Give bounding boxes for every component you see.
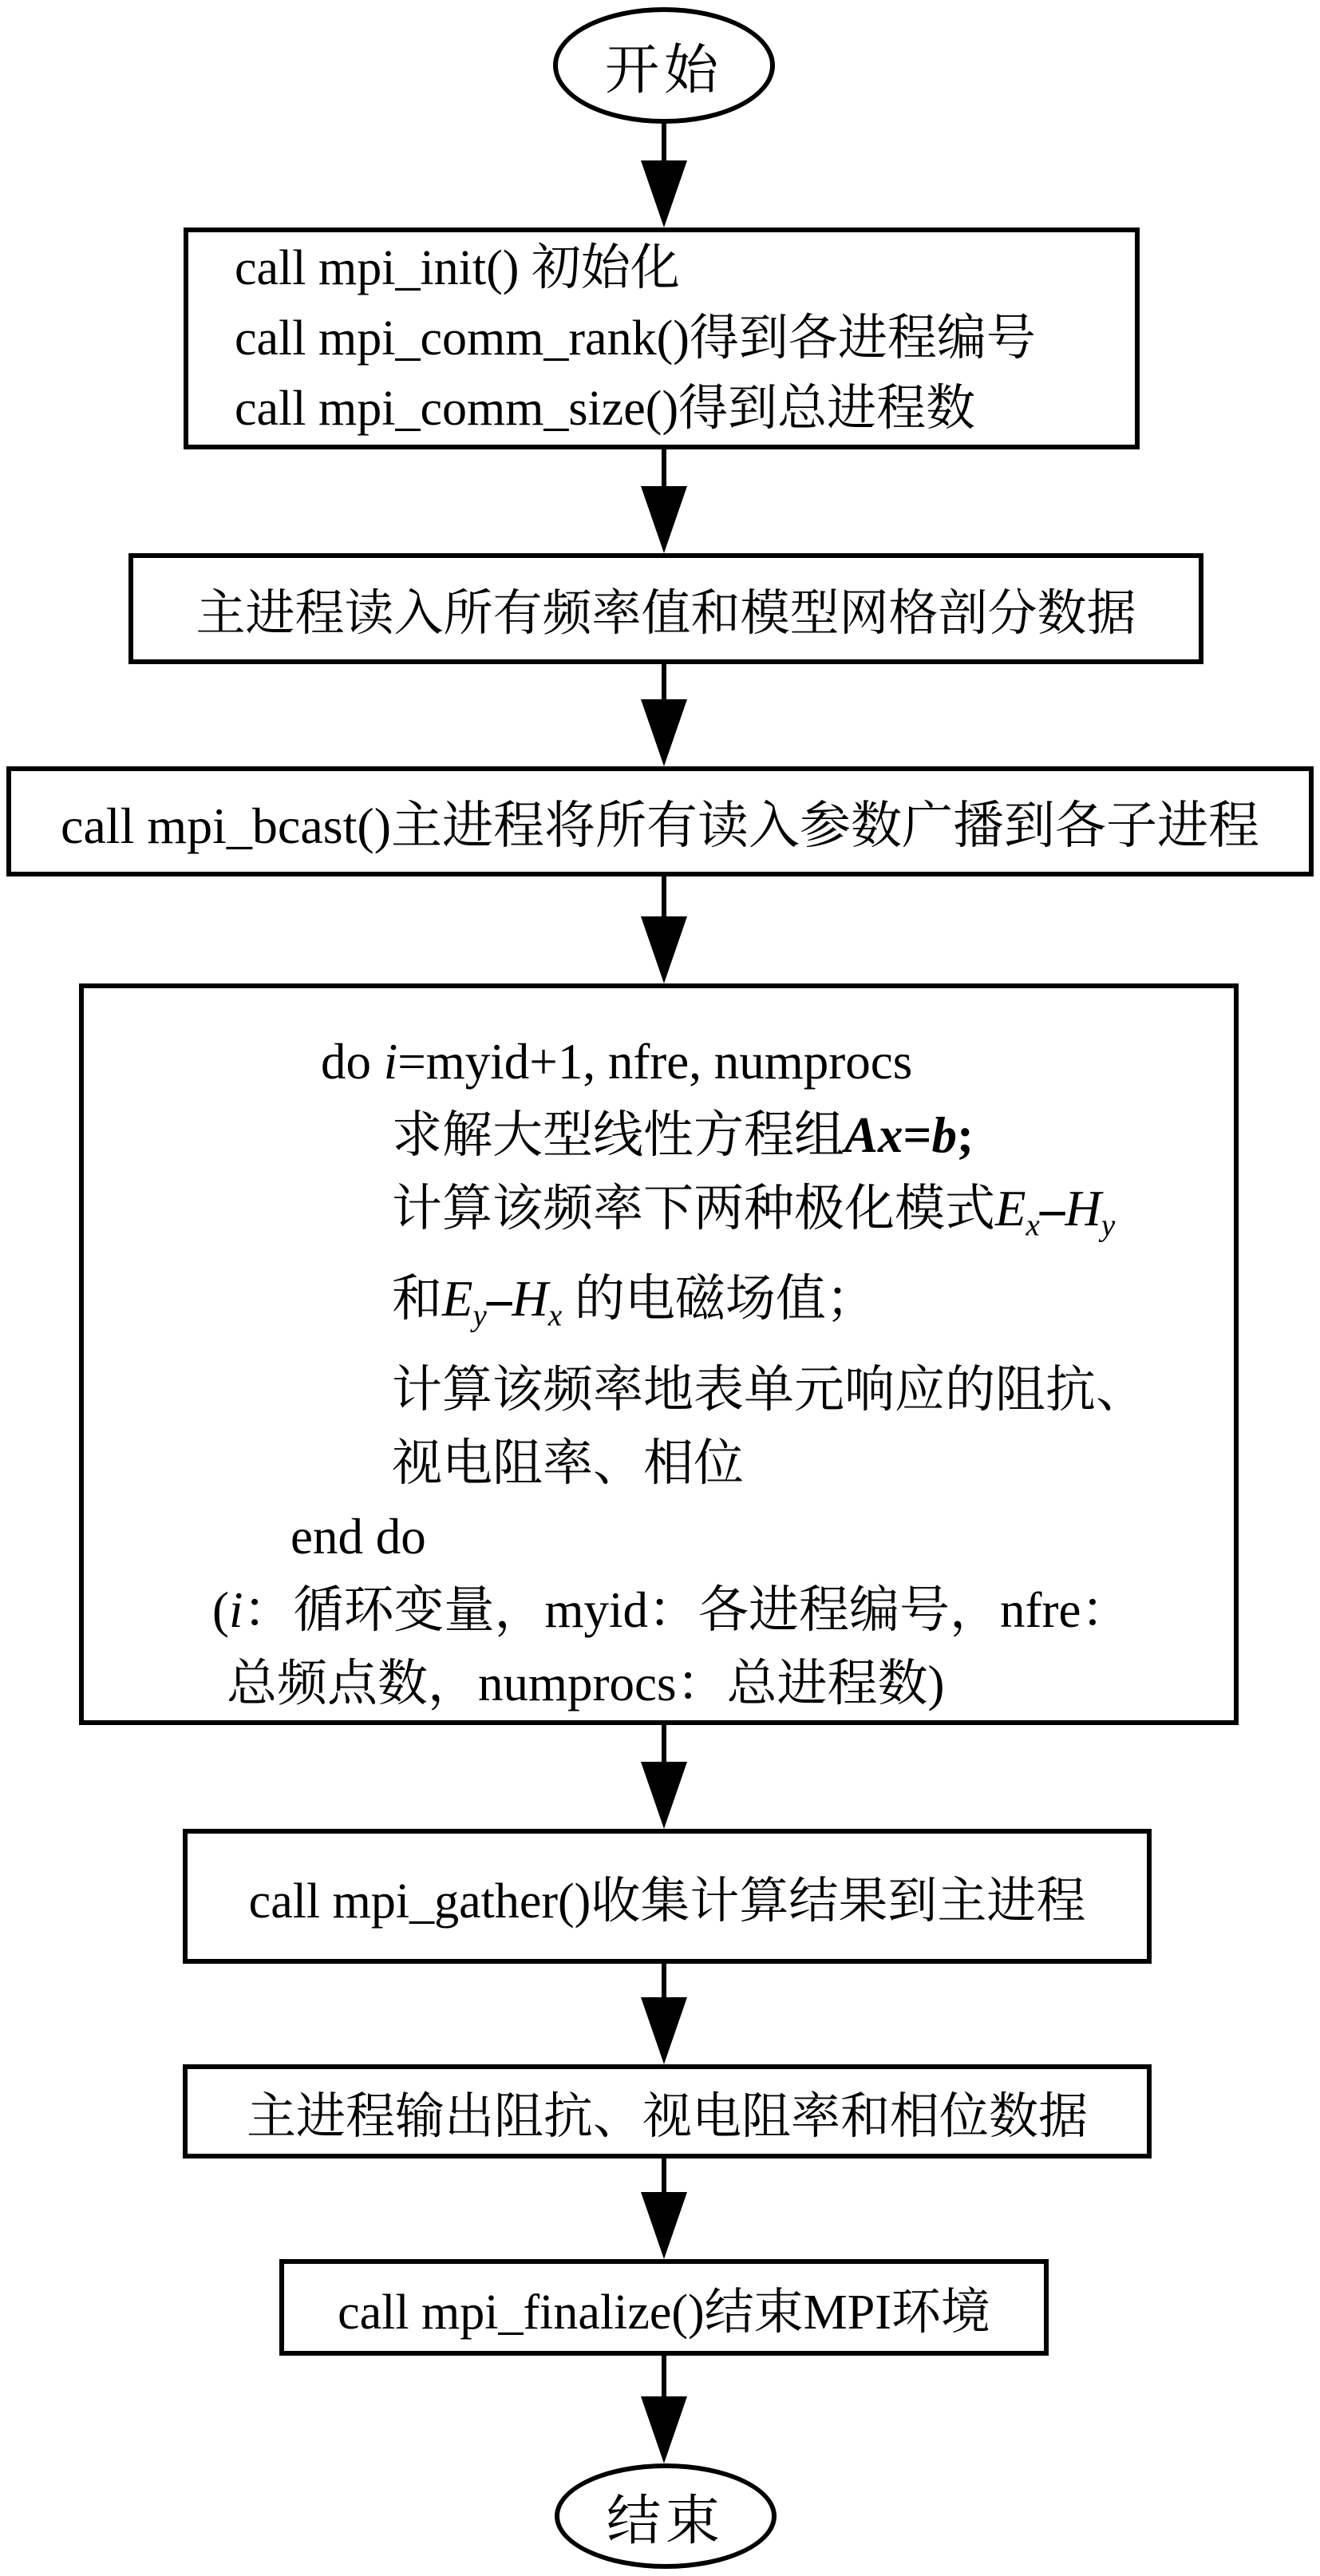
read-data-label: 主进程读入所有频率值和模型网格剖分数据	[196, 587, 1136, 641]
loop-solve-line: 求解大型线性方程组Ax=b;	[392, 1107, 974, 1163]
finalize-process-box	[279, 2259, 1049, 2356]
arrow-head-icon	[641, 1762, 687, 1829]
arrow-shaft	[662, 124, 666, 160]
read-data-process-box	[128, 553, 1203, 664]
arrow-head-icon	[641, 160, 687, 228]
start-terminal	[553, 7, 775, 124]
arrow-bcast-to-loop	[641, 876, 687, 983]
loop-and-line: 和$E_y-H_x$ 的电磁场值；	[392, 1271, 876, 1333]
init-line-3: call mpi_comm_size()得到总进程数	[235, 382, 976, 436]
arrow-head-icon	[641, 699, 687, 766]
arrow-loop-to-gather	[641, 1725, 687, 1829]
init-line-1: call mpi_init() 初始化	[235, 241, 680, 295]
end-terminal	[555, 2463, 777, 2569]
gather-process-box	[183, 1829, 1152, 1964]
start-label: 开始	[604, 39, 723, 101]
arrow-shaft	[662, 664, 666, 699]
arrow-start-to-init	[641, 124, 687, 228]
end-label: 结束	[606, 2490, 725, 2551]
arrow-head-icon	[641, 916, 687, 983]
arrow-shaft	[662, 1725, 666, 1762]
arrow-head-icon	[641, 2192, 687, 2259]
output-label: 主进程输出阻抗、视电阻率和相位数据	[246, 2089, 1088, 2144]
broadcast-process-box	[6, 766, 1314, 876]
loop-note-line-2: 总频点数，numprocs：总进程数)	[227, 1655, 945, 1711]
arrow-shaft	[662, 2356, 666, 2396]
loop-impedance-line: 计算该频率地表单元响应的阻抗、	[392, 1361, 1146, 1418]
output-process-box	[183, 2064, 1152, 2159]
loop-note-line-1: (i：循环变量，myid：各进程编号，nfre：	[212, 1581, 1132, 1638]
broadcast-label: call mpi_bcast()主进程将所有读入参数广播到各子进程	[60, 797, 1260, 854]
arrow-shaft	[662, 449, 666, 486]
init-process-box	[184, 228, 1140, 449]
arrow-gather-to-output	[641, 1964, 687, 2064]
loop-calc-line: 计算该频率下两种极化模式$E_x-H_y$	[392, 1181, 1116, 1243]
arrow-head-icon	[641, 486, 687, 553]
arrow-init-to-read	[641, 449, 687, 553]
loop-end-line: end do	[290, 1508, 426, 1565]
finalize-label: call mpi_finalize()结束MPI环境	[338, 2285, 990, 2340]
loop-resistivity-line: 视电阻率、相位	[392, 1434, 744, 1491]
arrow-output-to-finalize	[641, 2159, 687, 2259]
compute-loop-box	[79, 983, 1239, 1725]
arrow-head-icon	[641, 2396, 687, 2463]
arrow-head-icon	[641, 1997, 687, 2064]
loop-do-line: do i=myid+1, nfre, numprocs	[321, 1034, 913, 1090]
arrow-shaft	[662, 2159, 666, 2192]
arrow-read-to-bcast	[641, 664, 687, 766]
gather-label: call mpi_gather()收集计算结果到主进程	[248, 1874, 1086, 1929]
init-line-2: call mpi_comm_rank()得到各进程编号	[235, 311, 1036, 366]
arrow-shaft	[662, 876, 666, 916]
arrow-finalize-to-end	[641, 2356, 687, 2463]
arrow-shaft	[662, 1964, 666, 1997]
